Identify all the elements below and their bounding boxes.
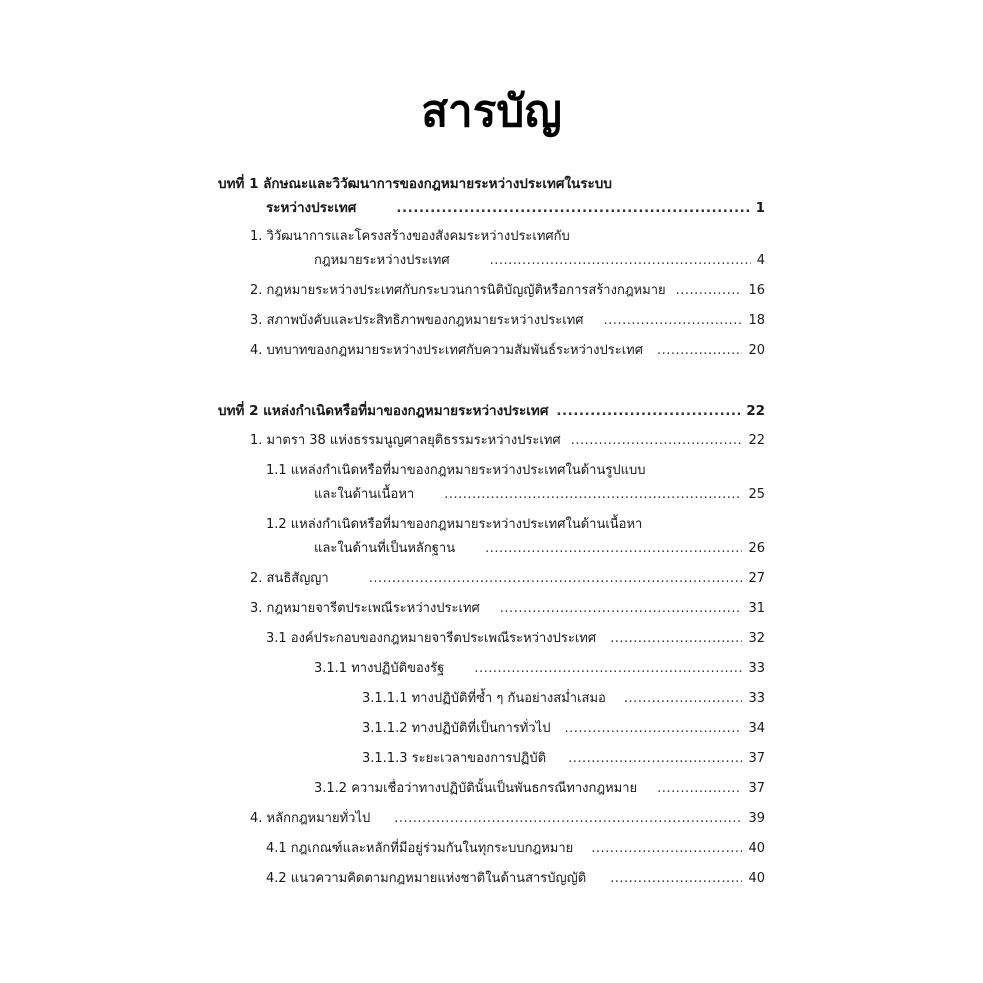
dot-leader (556, 401, 740, 421)
ch2-section-3-1-1-3-page: 37 (748, 751, 765, 766)
ch2-section-3-1-1-3-entry (362, 749, 765, 769)
ch2-section-3-1-label: 3.1 องค์ประกอบของกฎหมายจารีตประเพณีระหว่างประเทศ (266, 631, 597, 646)
chapter-1-heading: บทที่ 1 ลักษณะและวิวัฒนาการของกฎหมายระหว่างประเทศในระบบ (218, 176, 612, 192)
chapter-1-entry (266, 198, 765, 218)
dot-leader (490, 251, 751, 271)
ch1-section-2-entry (250, 281, 765, 301)
ch2-section-3-page: 31 (748, 601, 765, 616)
ch2-section-4-2-page: 40 (748, 871, 765, 886)
ch2-section-1-1-page: 25 (748, 487, 765, 502)
dot-leader (396, 198, 749, 218)
ch2-section-1-2-line2: และในด้านที่เป็นหลักฐาน (314, 541, 456, 556)
ch2-section-2-label: 2. สนธิสัญญา (250, 571, 329, 586)
ch2-section-2-entry (250, 569, 765, 589)
chapter-2-entry (218, 401, 765, 421)
ch1-section-4-entry (250, 341, 765, 361)
ch2-section-3-1-1-3-label: 3.1.1.3 ระยะเวลาของการปฏิบัติ (362, 751, 547, 766)
ch2-section-4-2-entry (266, 869, 765, 889)
dot-leader (500, 599, 743, 619)
ch2-section-3-1-1-1-page: 33 (748, 691, 765, 706)
ch2-section-1-1-line1: 1.1 แหล่งกำเนิดหรือที่มาของกฎหมายระหว่างประเทศในด้านรูปแบบ (266, 463, 646, 478)
ch2-section-4-label: 4. หลักกฎหมายทั่วไป (250, 811, 371, 826)
ch2-section-3-1-1-label: 3.1.1 ทางปฏิบัติของรัฐ (314, 661, 445, 676)
ch2-section-3-1-1-2-label: 3.1.1.2 ทางปฏิบัติที่เป็นการทั่วไป (362, 721, 551, 736)
ch1-section-3-page: 18 (748, 313, 765, 328)
ch2-section-1-2-entry (314, 539, 765, 559)
ch1-section-4-page: 20 (748, 343, 765, 358)
dot-leader (485, 539, 742, 559)
dot-leader (444, 485, 742, 505)
ch1-section-3-label: 3. สภาพบังคับและประสิทธิภาพของกฎหมายระหว่างประเทศ (250, 313, 584, 328)
page-title: สารบัญ (421, 86, 562, 137)
dot-leader (571, 431, 743, 451)
ch2-section-3-1-1-entry (314, 659, 765, 679)
chapter-1-page: 1 (755, 200, 765, 216)
ch2-section-1-page: 22 (748, 433, 765, 448)
ch2-section-3-1-1-page: 33 (748, 661, 765, 676)
chapter-2-page: 22 (746, 403, 765, 419)
ch2-section-2-page: 27 (748, 571, 765, 586)
ch2-section-4-1-entry (266, 839, 765, 859)
ch2-section-1-label: 1. มาตรา 38 แห่งธรรมนูญศาลยุติธรรมระหว่างประเทศ (250, 433, 561, 448)
ch2-section-3-1-page: 32 (748, 631, 765, 646)
dot-leader (676, 281, 743, 301)
ch2-section-4-entry (250, 809, 765, 829)
dot-leader (369, 569, 743, 589)
dot-leader (564, 719, 742, 739)
ch2-section-3-1-2-page: 37 (748, 781, 765, 796)
ch1-section-2-label: 2. กฎหมายระหว่างประเทศกับกระบวนการนิติบัญญัติหรือการสร้างกฎหมาย (250, 283, 666, 298)
ch1-section-1-entry (314, 251, 765, 271)
ch2-section-1-2-page: 26 (748, 541, 765, 556)
ch2-section-1-1-line2: และในด้านเนื้อหา (314, 487, 415, 502)
ch2-section-3-1-1-2-entry (362, 719, 765, 739)
ch2-section-3-1-1-1-entry (362, 689, 765, 709)
ch1-section-4-label: 4. บทบาทของกฎหมายระหว่างประเทศกับความสัมพันธ์ระหว่างประเทศ (250, 343, 643, 358)
ch2-section-3-1-1-1-label: 3.1.1.1 ทางปฏิบัติที่ซ้ำ ๆ กันอย่างสม่ำเสมอ (362, 691, 606, 706)
dot-leader (610, 869, 742, 889)
ch2-section-4-page: 39 (748, 811, 765, 826)
dot-leader (568, 749, 742, 769)
ch1-section-1-line1: 1. วิวัฒนาการและโครงสร้างของสังคมระหว่างประเทศกับ (250, 229, 570, 244)
ch1-section-2-page: 16 (748, 283, 765, 298)
dot-leader (474, 659, 742, 679)
ch1-section-3-entry (250, 311, 765, 331)
ch2-section-4-2-label: 4.2 แนวความคิดตามกฎหมายแห่งชาติในด้านสารบัญญัติ (266, 871, 587, 886)
dot-leader (394, 809, 742, 829)
ch1-section-1-line2: กฎหมายระหว่างประเทศ (314, 253, 450, 268)
ch2-section-3-entry (250, 599, 765, 619)
ch2-section-4-1-label: 4.1 กฎเกณฑ์และหลักที่มีอยู่ร่วมกันในทุกระบบกฎหมาย (266, 841, 574, 856)
dot-leader (591, 839, 742, 859)
ch2-section-3-label: 3. กฎหมายจารีตประเพณีระหว่างประเทศ (250, 601, 480, 616)
ch2-section-3-1-2-label: 3.1.2 ความเชื่อว่าทางปฏิบัตินั้นเป็นพันธกรณีทางกฎหมาย (314, 781, 638, 796)
ch2-section-1-1-entry (314, 485, 765, 505)
chapter-2-heading: บทที่ 2 แหล่งกำเนิดหรือที่มาของกฎหมายระหว่างประเทศ (218, 403, 549, 419)
chapter-1-heading-cont: ระหว่างประเทศ (266, 200, 357, 216)
dot-leader (604, 311, 743, 331)
ch2-section-4-1-page: 40 (748, 841, 765, 856)
dot-leader (610, 629, 742, 649)
dot-leader (657, 779, 742, 799)
ch2-section-3-1-1-2-page: 34 (748, 721, 765, 736)
ch2-section-1-2-line1: 1.2 แหล่งกำเนิดหรือที่มาของกฎหมายระหว่างประเทศในด้านเนื้อหา (266, 517, 643, 532)
ch2-section-3-1-entry (266, 629, 765, 649)
ch2-section-1-entry (250, 431, 765, 451)
dot-leader (624, 689, 743, 709)
ch2-section-3-1-2-entry (314, 779, 765, 799)
dot-leader (657, 341, 742, 361)
ch1-section-1-page: 4 (756, 253, 765, 268)
